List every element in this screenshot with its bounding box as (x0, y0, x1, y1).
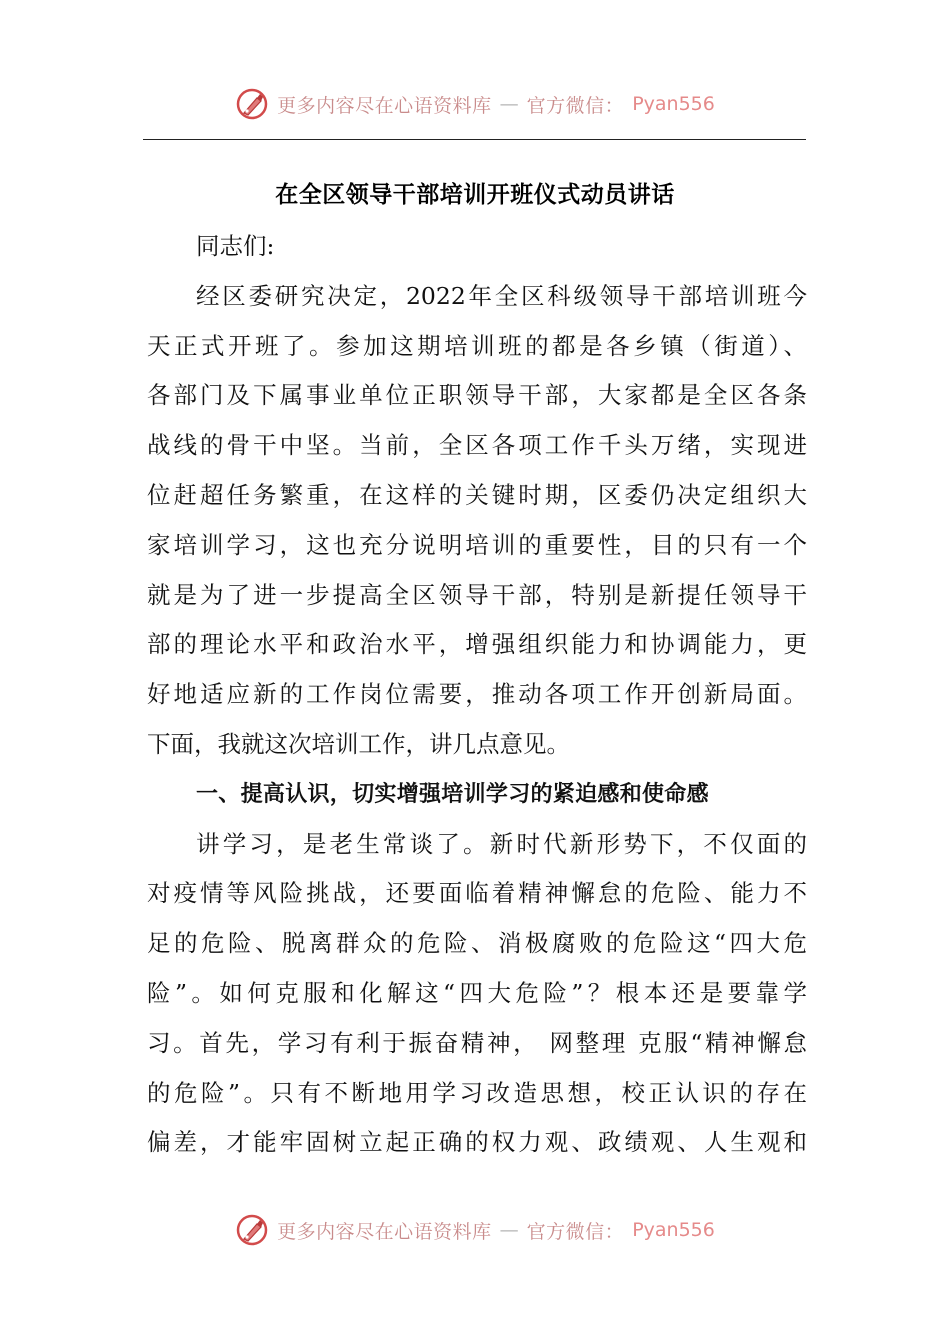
document-title: 在全区领导干部培训开班仪式动员讲话 (275, 182, 675, 208)
paragraph-line: 的危险”。只有不断地用学习改造思想，校正认识的存在 (147, 1078, 807, 1107)
header-divider (143, 139, 806, 140)
paragraph-line: 部的理论水平和政治水平，增强组织能力和协调能力，更 (147, 630, 807, 659)
paragraph-line: 各部门及下属事业单位正职领导干部，大家都是全区各条 (147, 381, 807, 410)
pen-nib-circle-icon (235, 1213, 269, 1247)
paragraph-line: 经区委研究决定，2022年全区科级领导干部培训班今 (196, 281, 807, 310)
paragraph-line: 险”。如何克服和化解这“四大危险”？根本还是要靠学 (147, 978, 807, 1007)
paragraph-line: 下面，我就这次培训工作，讲几点意见。 (147, 729, 570, 758)
paragraph-line: 战线的骨干中坚。当前，全区各项工作千头万绪，实现进 (147, 431, 807, 460)
header-watermark (0, 84, 950, 124)
watermark-text: 更多内容尽在心语资料库 (277, 1220, 492, 1243)
paragraph-line: 位赶超任务繁重，在这样的关键时期，区委仍决定组织大 (147, 480, 807, 509)
paragraph-line: 就是为了进一步提高全区领导干部，特别是新提任领导干 (147, 580, 807, 609)
watermark-label: 官方微信： (526, 94, 625, 117)
paragraph-line: 天正式开班了。参加这期培训班的都是各乡镇（街道）、 (147, 331, 807, 360)
paragraph-line: 习。首先，学习有利于振奋精神， 网整理 克服“精神懈怠 (147, 1028, 807, 1057)
paragraph-line: 好地适应新的工作岗位需要，推动各项工作开创新局面。 (147, 680, 807, 709)
paragraph-line: 家培训学习，这也充分说明培训的重要性，目的只有一个 (147, 530, 807, 559)
pen-nib-circle-icon (235, 87, 269, 121)
paragraph-line: 偏差，才能牢固树立起正确的权力观、政绩观、人生观和 (147, 1128, 807, 1157)
paragraph-line: 讲学习，是老生常谈了。新时代新形势下，不仅面的 (196, 829, 807, 858)
paragraph-2 (147, 820, 807, 1169)
watermark-separator: — (499, 93, 519, 115)
footer-watermark (0, 1210, 950, 1250)
watermark-text: 更多内容尽在心语资料库 (277, 94, 492, 117)
paragraph-line: 足的危险、脱离群众的危险、消极腐败的危险这“四大危 (147, 929, 807, 958)
salutation: 同志们: (196, 232, 275, 260)
watermark-separator: — (499, 1219, 519, 1241)
document-body (147, 222, 807, 1168)
paragraph-line: 对疫情等风险挑战，还要面临着精神懈怠的危险、能力不 (147, 879, 807, 908)
paragraph-1 (147, 272, 807, 770)
watermark-wechat-id: Pyan556 (632, 93, 715, 115)
section-heading-1: 一、提高认识，切实增强培训学习的紧迫感和使命感 (196, 781, 709, 807)
watermark-wechat-id: Pyan556 (632, 1219, 715, 1241)
watermark-label: 官方微信： (526, 1220, 625, 1243)
